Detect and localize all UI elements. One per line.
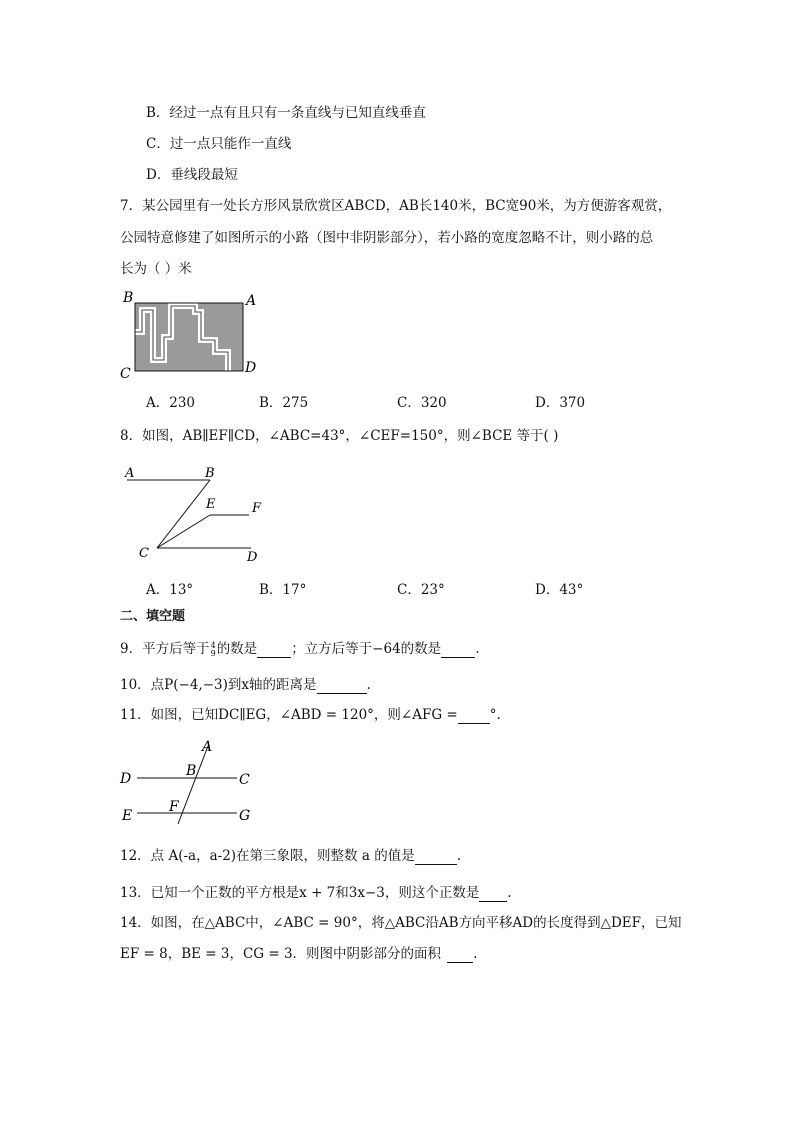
q8-option-a: A．13° [146, 582, 194, 598]
q9-blank-2[interactable] [441, 643, 475, 658]
q13 [120, 884, 512, 902]
q6-option-d: D．垂线段最短 [146, 167, 238, 183]
q10 [120, 676, 371, 694]
q6-option-c: C．过一点只能作一直线 [146, 136, 292, 152]
q7-label-b: B [123, 290, 134, 306]
q14-text-1: EF = 8，BE = 3，CG = 3．则图中阴影部分的面积 [120, 946, 442, 962]
q11-figure [115, 736, 265, 828]
q7-option-d: D．370 [535, 395, 586, 411]
q8-figure [115, 460, 275, 570]
q13-blank[interactable] [479, 887, 507, 902]
q10-text-2: . [366, 677, 371, 693]
q8-label-b: B [205, 466, 215, 481]
q7-option-c: C．320 [397, 395, 447, 411]
q11-blank[interactable] [458, 709, 490, 724]
q14-line1: 14．如图，在△ABC中，∠ABC = 90°，将△ABC沿AB方向平移AD的长度得到△DEF，已知 [120, 915, 682, 931]
q11-label-a: A [202, 739, 213, 755]
q8-option-d: D．43° [535, 582, 584, 598]
q13-text-2: . [507, 885, 512, 901]
q8-option-b: B．17° [259, 582, 307, 598]
q8-label-f: F [252, 501, 262, 516]
q7-label-a: A [246, 293, 257, 309]
q11-text-1: 11．如图，已知DC∥EG，∠ABD = 120°，则∠AFG = [120, 707, 458, 723]
q11-label-d: D [120, 771, 132, 787]
q7-figure [115, 288, 265, 383]
q12-text-2: . [456, 848, 461, 864]
q14-text-2: . [473, 946, 478, 962]
q11 [120, 706, 501, 724]
q14-blank[interactable] [447, 948, 473, 963]
q7-option-a: A．230 [146, 395, 196, 411]
q11-label-f: F [169, 799, 179, 815]
q11-label-b: B [186, 763, 197, 779]
q8-stem: 8．如图，AB∥EF∥CD，∠ABC=43°，∠CEF=150°，则∠BCE 等于( ) [120, 428, 559, 444]
q10-text-1: 10．点P(−4,−3)到x轴的距离是 [120, 677, 317, 693]
q9-text-1: 9．平方后等于 [120, 641, 210, 657]
q7-option-b: B．275 [259, 395, 309, 411]
q10-blank[interactable] [317, 679, 367, 694]
q11-label-e: E [122, 808, 133, 824]
section-heading: 二、填空题 [120, 609, 186, 624]
q9-fraction [211, 642, 216, 658]
q7-stem-line1: 7．某公园里有一处长方形风景欣赏区ABCD，AB长140米，BC宽90米，为方便游客观赏， [120, 198, 672, 214]
q9-text-3: ；立方后等于−64的数是 [291, 641, 442, 657]
q11-text-2: °. [489, 707, 501, 723]
q8-label-d: D [247, 550, 258, 565]
q9-numerator: 4 [210, 640, 216, 650]
q11-label-g: G [239, 808, 251, 824]
q7-label-c: C [120, 366, 131, 382]
q8-label-c: C [139, 546, 149, 561]
q12-blank[interactable] [415, 850, 457, 865]
q12 [120, 847, 461, 865]
q7-stem-line2: 公园特意修建了如图所示的小路（图中非阴影部分），若小路的宽度忽略不计，则小路的总 [120, 230, 654, 246]
q13-text-1: 13．已知一个正数的平方根是x + 7和3x−3，则这个正数是 [120, 885, 480, 901]
q9 [120, 640, 479, 658]
q7-label-d: D [245, 360, 257, 376]
q8-option-c: C．23° [397, 582, 445, 598]
q6-option-b: B．经过一点有且只有一条直线与已知直线垂直 [146, 105, 426, 121]
q8-label-a: A [125, 466, 135, 481]
q9-text-2: 的数是 [216, 641, 258, 657]
q11-label-c: C [239, 772, 250, 788]
q14-line2 [120, 945, 477, 963]
q9-denominator: 9 [210, 648, 216, 658]
q8-label-e: E [206, 497, 216, 512]
q9-text-4: . [475, 641, 480, 657]
q9-blank-1[interactable] [257, 643, 291, 658]
q12-text-1: 12．点 A(-a，a-2)在第三象限，则整数 a 的值是 [120, 848, 415, 864]
q7-stem-line3: 长为（ ）米 [120, 261, 192, 277]
